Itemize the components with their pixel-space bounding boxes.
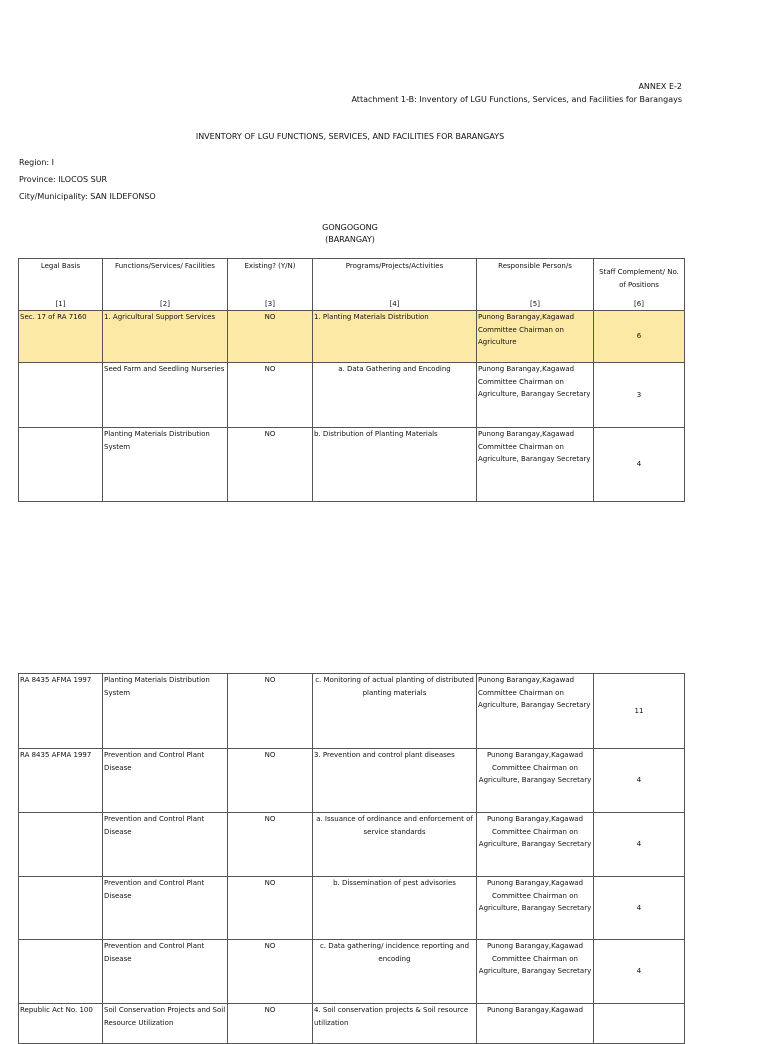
cell-existing: NO	[228, 1004, 313, 1044]
cell-responsible: Punong Barangay,Kagawad Committee Chairman on Agriculture, Barangay Secretary	[477, 674, 594, 749]
attachment-title: Attachment 1-B: Inventory of LGU Functions, Services, and Facilities for Barangays	[351, 95, 682, 104]
cell-program: 3. Prevention and control plant diseases	[313, 749, 477, 813]
table-row	[19, 877, 685, 940]
cell-responsible: Punong Barangay,Kagawad	[477, 1004, 594, 1044]
cell-existing: NO	[228, 749, 313, 813]
cell-existing: NO	[228, 428, 313, 502]
cell-legal	[19, 877, 103, 940]
inventory-table-2	[18, 673, 685, 1044]
cell-staff: 4	[594, 940, 685, 1004]
header-existing: Existing? (Y/N) [3]	[228, 259, 313, 311]
cell-program: c. Data gathering/ incidence reporting and encoding	[313, 940, 477, 1004]
table-row	[19, 363, 685, 428]
cell-responsible: Punong Barangay,Kagawad Committee Chairman on Agriculture, Barangay Secretary	[477, 428, 594, 502]
cell-existing: NO	[228, 363, 313, 428]
cell-existing: NO	[228, 940, 313, 1004]
cell-responsible: Punong Barangay,Kagawad Committee Chairman on Agriculture	[477, 311, 594, 363]
cell-responsible: Punong Barangay,Kagawad Committee Chairman on Agriculture, Barangay Secretary	[477, 877, 594, 940]
cell-program: 1. Planting Materials Distribution	[313, 311, 477, 363]
cell-legal	[19, 940, 103, 1004]
cell-function: 1. Agricultural Support Services	[103, 311, 228, 363]
cell-legal	[19, 363, 103, 428]
region-line: Region: I	[19, 158, 54, 167]
cell-legal	[19, 813, 103, 877]
cell-function: Prevention and Control Plant Disease	[103, 877, 228, 940]
table-row	[19, 749, 685, 813]
cell-program: a. Issuance of ordinance and enforcement of service standards	[313, 813, 477, 877]
barangay-label: (BARANGAY)	[325, 235, 375, 244]
cell-existing: NO	[228, 813, 313, 877]
cell-staff: 3	[594, 363, 685, 428]
cell-legal: RA 8435 AFMA 1997	[19, 749, 103, 813]
cell-existing: NO	[228, 311, 313, 363]
cell-existing: NO	[228, 674, 313, 749]
header-responsible: Responsible Person/s [5]	[477, 259, 594, 311]
cell-staff: 4	[594, 877, 685, 940]
cell-legal: Republic Act No. 100	[19, 1004, 103, 1044]
cell-legal: RA 8435 AFMA 1997	[19, 674, 103, 749]
annex-label: ANNEX E-2	[638, 82, 682, 91]
cell-function: Planting Materials Distribution System	[103, 674, 228, 749]
header-programs: Programs/Projects/Activities [4]	[313, 259, 477, 311]
inventory-table-1	[18, 258, 685, 502]
header-legal-basis: Legal Basis [1]	[19, 259, 103, 311]
cell-legal	[19, 428, 103, 502]
cell-staff: 4	[594, 813, 685, 877]
table-row	[19, 940, 685, 1004]
cell-staff: 6	[594, 311, 685, 363]
cell-function: Seed Farm and Seedling Nurseries	[103, 363, 228, 428]
cell-function: Prevention and Control Plant Disease	[103, 749, 228, 813]
cell-responsible: Punong Barangay,Kagawad Committee Chairman on Agriculture, Barangay Secretary	[477, 940, 594, 1004]
cell-function: Prevention and Control Plant Disease	[103, 813, 228, 877]
province-line: Province: ILOCOS SUR	[19, 175, 108, 184]
header-staff: Staff Complement/ No. of Positions [6]	[594, 259, 685, 311]
cell-function: Prevention and Control Plant Disease	[103, 940, 228, 1004]
cell-function: Planting Materials Distribution System	[103, 428, 228, 502]
cell-function: Soil Conservation Projects and Soil Resource Utilization	[103, 1004, 228, 1044]
barangay-name: GONGOGONG	[322, 223, 378, 232]
cell-program: b. Distribution of Planting Materials	[313, 428, 477, 502]
cell-staff: 4	[594, 428, 685, 502]
table-row	[19, 813, 685, 877]
city-line: City/Municipality: SAN ILDEFONSO	[19, 192, 156, 201]
table-row	[19, 674, 685, 749]
cell-staff: 4	[594, 749, 685, 813]
table-header-row	[19, 259, 685, 311]
cell-staff: 11	[594, 674, 685, 749]
cell-existing: NO	[228, 877, 313, 940]
cell-responsible: Punong Barangay,Kagawad Committee Chairman on Agriculture, Barangay Secretary	[477, 749, 594, 813]
cell-program: 4. Soil conservation projects & Soil resource utilization	[313, 1004, 477, 1044]
table-row	[19, 428, 685, 502]
cell-responsible: Punong Barangay,Kagawad Committee Chairman on Agriculture, Barangay Secretary	[477, 813, 594, 877]
cell-program: c. Monitoring of actual planting of distributed planting materials	[313, 674, 477, 749]
cell-program: a. Data Gathering and Encoding	[313, 363, 477, 428]
cell-responsible: Punong Barangay,Kagawad Committee Chairman on Agriculture, Barangay Secretary	[477, 363, 594, 428]
cell-program: b. Dissemination of pest advisories	[313, 877, 477, 940]
header-functions: Functions/Services/ Facilities [2]	[103, 259, 228, 311]
cell-legal: Sec. 17 of RA 7160	[19, 311, 103, 363]
table-row	[19, 311, 685, 363]
document-title: INVENTORY OF LGU FUNCTIONS, SERVICES, AND FACILITIES FOR BARANGAYS	[195, 132, 505, 141]
